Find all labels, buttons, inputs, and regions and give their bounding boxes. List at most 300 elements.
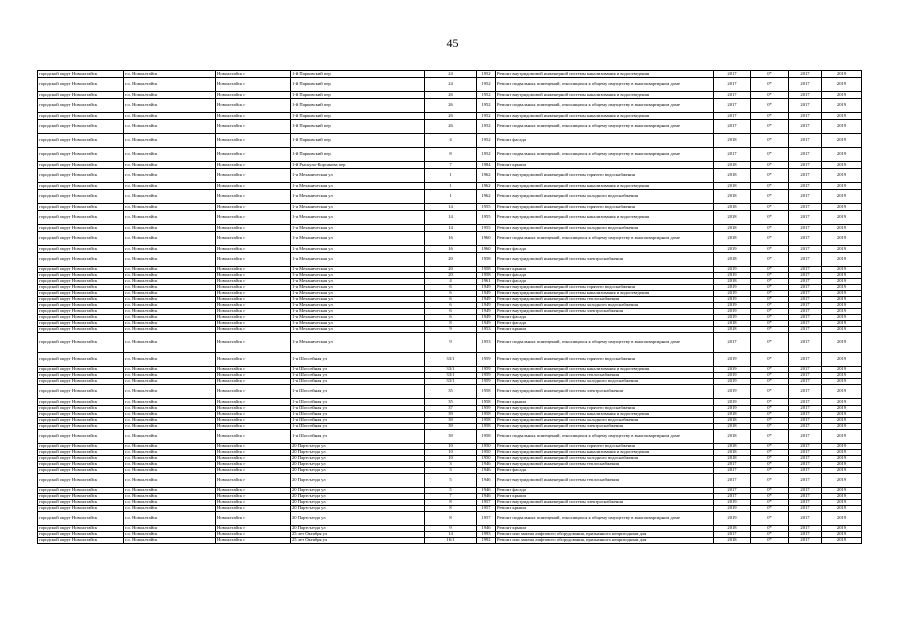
cell-municipality: г.о. Новоалтайск [124,232,216,246]
cell-year-built: 1958 [477,412,496,418]
cell-year-built: 1952 [477,71,496,78]
cell-okrug: городской округ Новоалтайск [38,232,124,246]
cell-house: 14 [425,532,477,538]
cell-street: 1-я Шоссейная ул [291,367,425,373]
cell-work-type: Ремонт фасада [496,279,714,285]
cell-cost: 0* [751,444,789,450]
cell-work-type: Ремонт внутридомовой инженерной системы теплоснабжения [496,462,714,468]
cell-municipality: г.о. Новоалтайск [124,225,216,232]
cell-work-type: Ремонт крыши [496,506,714,512]
cell-house: 3 [425,462,477,468]
table-row [38,113,862,120]
cell-cost: 0* [751,353,789,367]
cell-year-built: 1958 [477,430,496,444]
table-row [38,162,862,169]
cell-cost: 0* [751,120,789,134]
cell-city: Новоалтайск г [216,183,291,190]
cell-municipality: г.о. Новоалтайск [124,134,216,148]
cell-city: Новоалтайск г [216,148,291,162]
cell-period-end: 2019 [822,204,862,211]
cell-municipality: г.о. Новоалтайск [124,120,216,134]
cell-period-start: 2017 [789,373,822,379]
cell-house: 14 [425,211,477,225]
cell-city: Новоалтайск г [216,468,291,474]
cell-plan-year: 2019 [714,297,751,303]
table-row [38,78,862,92]
cell-period-end: 2019 [822,353,862,367]
cell-cost: 0* [751,246,789,253]
cell-period-start: 2017 [789,291,822,297]
cell-plan-year: 2018 [714,253,751,267]
cell-house: 6 [425,303,477,309]
cell-okrug: городской округ Новоалтайск [38,406,124,412]
cell-street: 1-я Шоссейная ул [291,399,425,406]
cell-period-end: 2019 [822,532,862,538]
cell-plan-year: 2019 [714,309,751,315]
cell-work-type: Ремонт фасада [496,246,714,253]
cell-work-type: Ремонт подвальных помещений, относящихся к общему имуществу в многоквартирном доме [496,430,714,444]
cell-municipality: г.о. Новоалтайск [124,78,216,92]
cell-period-end: 2019 [822,297,862,303]
cell-period-end: 2019 [822,211,862,225]
cell-year-built: 1949 [477,309,496,315]
cell-city: Новоалтайск г [216,379,291,385]
cell-street: 1-я Шоссейная ул [291,385,425,399]
cell-municipality: г.о. Новоалтайск [124,211,216,225]
cell-work-type: Ремонт внутридомовой инженерной системы горячего водоснабжения [496,169,714,183]
cell-year-built: 1958 [477,385,496,399]
cell-period-end: 2019 [822,474,862,488]
cell-city: Новоалтайск г [216,373,291,379]
cell-plan-year: 2018 [714,430,751,444]
cell-cost: 0* [751,327,789,333]
cell-city: Новоалтайск г [216,267,291,273]
cell-period-start: 2017 [789,113,822,120]
table-row [38,169,862,183]
cell-municipality: г.о. Новоалтайск [124,285,216,291]
cell-street: 20 Партсъезда ул [291,526,425,532]
cell-plan-year: 2019 [714,315,751,321]
cell-street: 1-й Парковский пер [291,78,425,92]
cell-plan-year: 2018 [714,211,751,225]
cell-street: 1-я Механическая ул [291,279,425,285]
cell-work-type: Ремонт подвальных помещений, относящихся к общему имуществу в многоквартирном доме [496,120,714,134]
cell-plan-year: 2018 [714,418,751,424]
cell-city: Новоалтайск г [216,315,291,321]
cell-plan-year: 2017 [714,532,751,538]
cell-okrug: городской округ Новоалтайск [38,373,124,379]
cell-period-start: 2017 [789,309,822,315]
cell-municipality: г.о. Новоалтайск [124,450,216,456]
cell-period-start: 2017 [789,468,822,474]
cell-house: 8 [425,148,477,162]
cell-period-end: 2019 [822,327,862,333]
cell-period-end: 2019 [822,71,862,78]
cell-okrug: городской округ Новоалтайск [38,279,124,285]
cell-city: Новоалтайск г [216,462,291,468]
cell-period-start: 2017 [789,303,822,309]
cell-work-type: Ремонт фасада [496,134,714,148]
cell-year-built: 1952 [477,92,496,99]
cell-house: 1 [425,190,477,204]
cell-okrug: городской округ Новоалтайск [38,183,124,190]
cell-city: Новоалтайск г [216,538,291,544]
cell-city: Новоалтайск г [216,424,291,430]
cell-okrug: городской округ Новоалтайск [38,273,124,279]
cell-city: Новоалтайск г [216,92,291,99]
table-row [38,120,862,134]
cell-cost: 0* [751,211,789,225]
cell-plan-year: 2017 [714,494,751,500]
cell-period-end: 2019 [822,506,862,512]
cell-plan-year: 2017 [714,71,751,78]
cell-plan-year: 2019 [714,267,751,273]
cell-period-start: 2017 [789,399,822,406]
cell-street: 25 лет Октября ул [291,538,425,544]
cell-city: Новоалтайск г [216,444,291,450]
cell-plan-year: 2019 [714,406,751,412]
cell-period-start: 2017 [789,327,822,333]
table-row [38,204,862,211]
cell-plan-year: 2019 [714,506,751,512]
cell-year-built: 1959 [477,367,496,373]
cell-okrug: городской округ Новоалтайск [38,321,124,327]
cell-work-type: Ремонт внутридомовой инженерной системы теплоснабжения [496,474,714,488]
table-row [38,71,862,78]
table-row [38,385,862,399]
cell-year-built: 1962 [477,183,496,190]
cell-city: Новоалтайск г [216,273,291,279]
cell-okrug: городской округ Новоалтайск [38,71,124,78]
cell-street: 1-й Парковский пер [291,134,425,148]
cell-municipality: г.о. Новоалтайск [124,532,216,538]
cell-period-start: 2017 [789,444,822,450]
cell-period-start: 2017 [789,353,822,367]
cell-house: 6 [425,309,477,315]
cell-year-built: 1946 [477,468,496,474]
cell-plan-year: 2018 [714,538,751,544]
cell-work-type: Ремонт подвальных помещений, относящихся к общему имуществу в многоквартирном доме [496,99,714,113]
cell-city: Новоалтайск г [216,500,291,506]
cell-period-end: 2019 [822,232,862,246]
cell-period-start: 2017 [789,512,822,526]
cell-city: Новоалтайск г [216,430,291,444]
cell-year-built: 1958 [477,418,496,424]
cell-period-end: 2019 [822,406,862,412]
cell-house: 6 [425,291,477,297]
cell-house: 8 [425,506,477,512]
cell-okrug: городской округ Новоалтайск [38,253,124,267]
cell-okrug: городской округ Новоалтайск [38,99,124,113]
cell-year-built: 1949 [477,315,496,321]
cell-year-built: 1946 [477,488,496,494]
cell-year-built: 1950 [477,456,496,462]
cell-period-start: 2017 [789,211,822,225]
cell-plan-year: 2019 [714,373,751,379]
cell-year-built: 1959 [477,379,496,385]
cell-street: 1-й Рыскуло-Корсакова пер [291,162,425,169]
cell-period-end: 2019 [822,399,862,406]
cell-house: 39 [425,412,477,418]
cell-municipality: г.о. Новоалтайск [124,183,216,190]
cell-period-end: 2019 [822,430,862,444]
cell-city: Новоалтайск г [216,353,291,367]
cell-cost: 0* [751,273,789,279]
cell-period-end: 2019 [822,462,862,468]
cell-cost: 0* [751,512,789,526]
cell-okrug: городской округ Новоалтайск [38,526,124,532]
cell-plan-year: 2018 [714,456,751,462]
cell-street: 1-я Шоссейная ул [291,406,425,412]
cell-street: 1-я Шоссейная ул [291,424,425,430]
cell-okrug: городской округ Новоалтайск [38,462,124,468]
cell-house: 33/1 [425,373,477,379]
cell-house: 9 [425,333,477,353]
cell-house: 16 [425,246,477,253]
cell-street: 20 Партсъезда ул [291,450,425,456]
cell-cost: 0* [751,456,789,462]
cell-year-built: 1952 [477,120,496,134]
cell-cost: 0* [751,462,789,468]
cell-year-built: 1955 [477,225,496,232]
cell-municipality: г.о. Новоалтайск [124,297,216,303]
cell-city: Новоалтайск г [216,99,291,113]
cell-cost: 0* [751,500,789,506]
cell-period-start: 2017 [789,379,822,385]
cell-okrug: городской округ Новоалтайск [38,285,124,291]
cell-cost: 0* [751,506,789,512]
cell-municipality: г.о. Новоалтайск [124,253,216,267]
cell-cost: 0* [751,204,789,211]
cell-street: 1-я Шоссейная ул [291,412,425,418]
cell-year-built: 1946 [477,462,496,468]
cell-period-end: 2019 [822,253,862,267]
cell-cost: 0* [751,450,789,456]
cell-cost: 0* [751,315,789,321]
cell-cost: 0* [751,379,789,385]
cell-work-type: Ремонт внутридомовой инженерной системы электроснабжения [496,309,714,315]
table-row [38,512,862,526]
cell-municipality: г.о. Новоалтайск [124,462,216,468]
cell-period-end: 2019 [822,169,862,183]
cell-street: 1-я Механическая ул [291,246,425,253]
cell-house: 6 [425,297,477,303]
cell-work-type: Ремонт крыши [496,399,714,406]
cell-city: Новоалтайск г [216,385,291,399]
cell-okrug: городской округ Новоалтайск [38,450,124,456]
cell-period-start: 2017 [789,494,822,500]
cell-municipality: г.о. Новоалтайск [124,273,216,279]
cell-house: 7 [425,494,477,500]
table-row [38,211,862,225]
cell-period-end: 2019 [822,367,862,373]
cell-period-end: 2019 [822,78,862,92]
cell-street: 1-я Механическая ул [291,315,425,321]
cell-work-type: Ремонт внутридомовой инженерной системы электроснабжения [496,424,714,430]
cell-plan-year: 2018 [714,225,751,232]
cell-plan-year: 2017 [714,333,751,353]
cell-period-end: 2019 [822,120,862,134]
cell-house: 16 [425,232,477,246]
cell-period-end: 2019 [822,450,862,456]
cell-okrug: городской округ Новоалтайск [38,315,124,321]
cell-cost: 0* [751,309,789,315]
cell-city: Новоалтайск г [216,456,291,462]
cell-period-end: 2019 [822,285,862,291]
cell-period-start: 2017 [789,462,822,468]
cell-city: Новоалтайск г [216,418,291,424]
cell-plan-year: 2017 [714,92,751,99]
cell-house: 4 [425,279,477,285]
cell-work-type: Ремонт внутридомовой инженерной системы канализования и водоотведения [496,113,714,120]
cell-work-type: Ремонт подвальных помещений, относящихся к общему имуществу в многоквартирном доме [496,78,714,92]
cell-house: 26 [425,92,477,99]
cell-municipality: г.о. Новоалтайск [124,333,216,353]
cell-okrug: городской округ Новоалтайск [38,430,124,444]
cell-cost: 0* [751,418,789,424]
cell-period-start: 2017 [789,169,822,183]
cell-plan-year: 2018 [714,169,751,183]
cell-period-end: 2019 [822,113,862,120]
cell-cost: 0* [751,303,789,309]
table-body [38,71,862,544]
cell-house: 8 [425,321,477,327]
cell-street: 1-я Шоссейная ул [291,373,425,379]
cell-plan-year: 2018 [714,450,751,456]
cell-okrug: городской округ Новоалтайск [38,512,124,526]
cell-street: 20 Партсъезда ул [291,444,425,450]
cell-street: 1-я Механическая ул [291,225,425,232]
cell-municipality: г.о. Новоалтайск [124,512,216,526]
cell-city: Новоалтайск г [216,211,291,225]
cell-city: Новоалтайск г [216,399,291,406]
cell-period-end: 2019 [822,303,862,309]
table-row [38,253,862,267]
cell-plan-year: 2019 [714,385,751,399]
cell-house: 8 [425,500,477,506]
cell-period-start: 2017 [789,315,822,321]
cell-year-built: 1961 [477,279,496,285]
cell-street: 1-я Механическая ул [291,204,425,211]
cell-period-end: 2019 [822,148,862,162]
cell-house: 26 [425,113,477,120]
table-row [38,92,862,99]
cell-street: 1-я Механическая ул [291,327,425,333]
cell-period-start: 2017 [789,321,822,327]
cell-period-start: 2017 [789,120,822,134]
cell-street: 1-я Шоссейная ул [291,418,425,424]
cell-period-end: 2019 [822,418,862,424]
cell-city: Новоалтайск г [216,190,291,204]
cell-okrug: городской округ Новоалтайск [38,246,124,253]
cell-municipality: г.о. Новоалтайск [124,494,216,500]
cell-city: Новоалтайск г [216,285,291,291]
cell-okrug: городской округ Новоалтайск [38,488,124,494]
cell-cost: 0* [751,291,789,297]
cell-period-end: 2019 [822,412,862,418]
cell-period-end: 2019 [822,273,862,279]
cell-period-end: 2019 [822,183,862,190]
cell-street: 1-я Механическая ул [291,303,425,309]
table-row [38,246,862,253]
cell-city: Новоалтайск г [216,494,291,500]
cell-period-end: 2019 [822,99,862,113]
cell-period-start: 2017 [789,279,822,285]
cell-year-built: 1949 [477,321,496,327]
cell-cost: 0* [751,526,789,532]
cell-period-start: 2017 [789,267,822,273]
cell-street: 1-я Механическая ул [291,183,425,190]
cell-street: 1-я Механическая ул [291,232,425,246]
cell-house: 33/1 [425,353,477,367]
cell-house: 20 [425,273,477,279]
cell-municipality: г.о. Новоалтайск [124,71,216,78]
cell-work-type: Ремонт фасада [496,468,714,474]
cell-city: Новоалтайск г [216,321,291,327]
cell-cost: 0* [751,399,789,406]
cell-period-start: 2017 [789,430,822,444]
cell-year-built: 1959 [477,406,496,412]
cell-municipality: г.о. Новоалтайск [124,468,216,474]
cell-city: Новоалтайск г [216,246,291,253]
cell-cost: 0* [751,225,789,232]
cell-municipality: г.о. Новоалтайск [124,379,216,385]
cell-period-end: 2019 [822,538,862,544]
cell-municipality: г.о. Новоалтайск [124,291,216,297]
cell-municipality: г.о. Новоалтайск [124,506,216,512]
cell-year-built: 1957 [477,512,496,526]
cell-street: 20 Партсъезда ул [291,474,425,488]
cell-work-type: Ремонт внутридомовой инженерной системы канализования и водоотведения [496,450,714,456]
cell-year-built: 1959 [477,353,496,367]
cell-plan-year: 2018 [714,204,751,211]
cell-work-type: Ремонт внутридомовой инженерной системы холодного водоснабжения [496,418,714,424]
cell-okrug: городской округ Новоалтайск [38,538,124,544]
cell-period-start: 2017 [789,412,822,418]
cell-plan-year: 2018 [714,526,751,532]
cell-house: 3 [425,468,477,474]
cell-period-start: 2017 [789,253,822,267]
cell-house: 14 [425,204,477,211]
cell-plan-year: 2017 [714,113,751,120]
cell-cost: 0* [751,78,789,92]
cell-year-built: 1946 [477,494,496,500]
cell-year-built: 1958 [477,424,496,430]
cell-municipality: г.о. Новоалтайск [124,321,216,327]
cell-municipality: г.о. Новоалтайск [124,279,216,285]
cell-city: Новоалтайск г [216,279,291,285]
cell-period-end: 2019 [822,333,862,353]
cell-period-end: 2019 [822,291,862,297]
cell-plan-year: 2018 [714,327,751,333]
cell-municipality: г.о. Новоалтайск [124,190,216,204]
cell-municipality: г.о. Новоалтайск [124,424,216,430]
cell-house: 6 [425,285,477,291]
cell-year-built: 1958 [477,273,496,279]
cell-work-type: Ремонт внутридомовой инженерной системы теплоснабжения [496,297,714,303]
cell-plan-year: 2018 [714,412,751,418]
cell-okrug: городской округ Новоалтайск [38,333,124,353]
cell-year-built: 1950 [477,450,496,456]
cell-house: 10 [425,444,477,450]
cell-cost: 0* [751,333,789,353]
cell-okrug: городской округ Новоалтайск [38,113,124,120]
cell-city: Новоалтайск г [216,113,291,120]
cell-period-start: 2017 [789,538,822,544]
cell-plan-year: 2019 [714,500,751,506]
cell-work-type: Ремонт внутридомовой инженерной системы канализования и водоотведения [496,291,714,297]
cell-work-type: Ремонт крыши [496,327,714,333]
